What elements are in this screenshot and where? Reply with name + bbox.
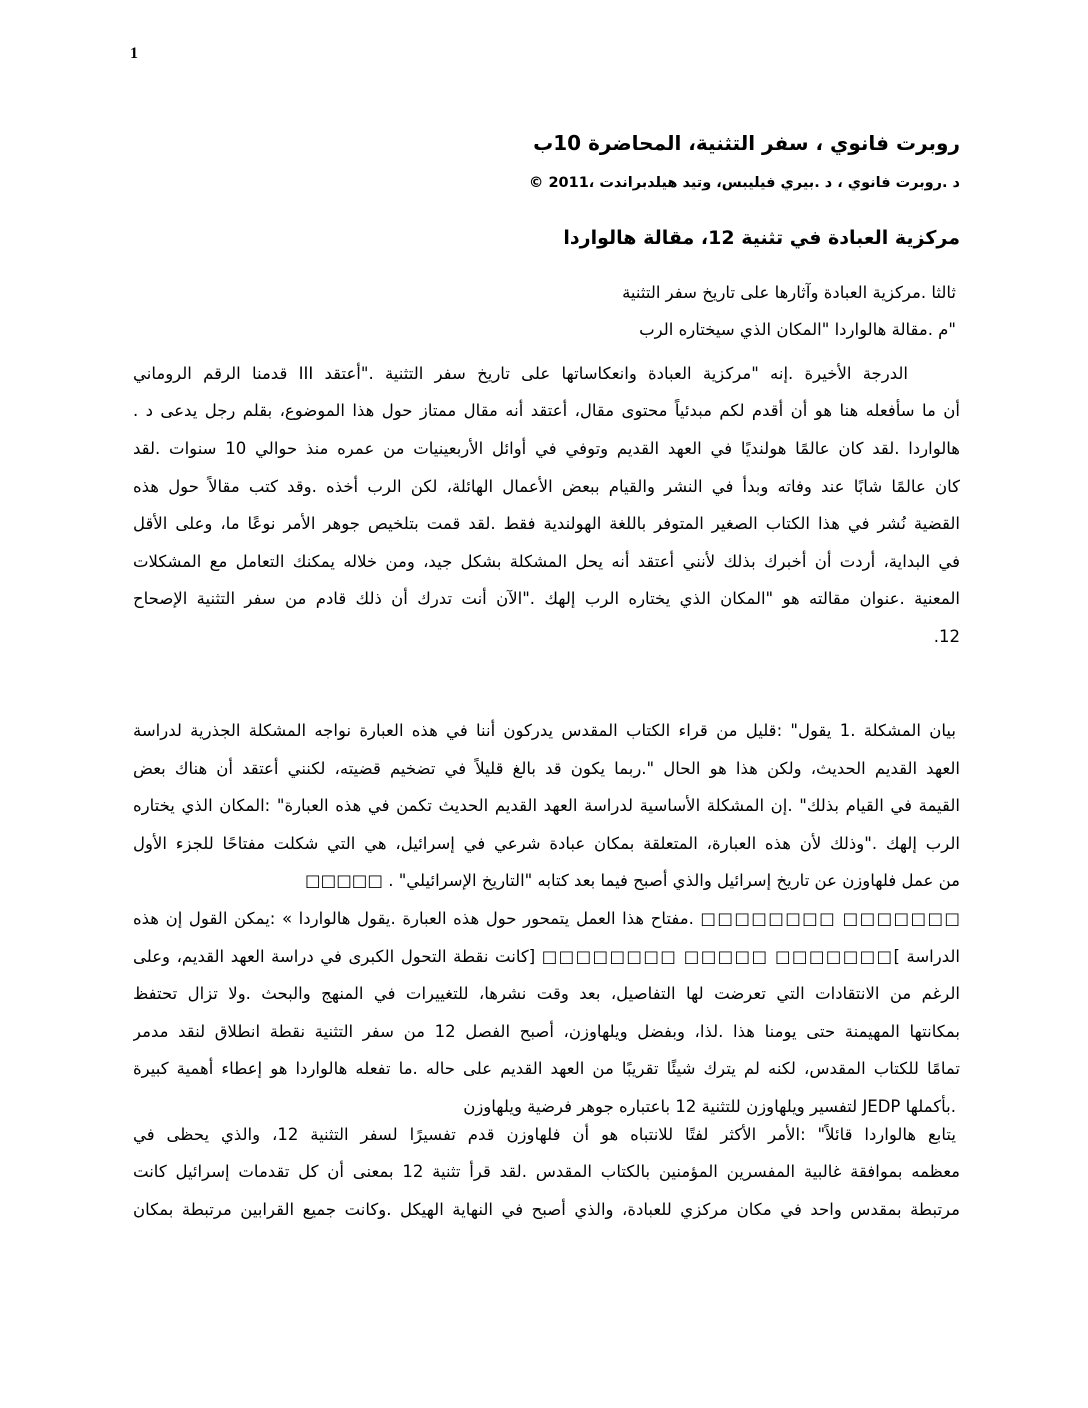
outline-item: ثالثا .مركزية العبادة وآثارها على تاريخ سفر التثنية xyxy=(622,283,956,302)
text-line: □□□□□□□ □□□□□□□□ .مفتاح هذا العمل يتمحور حول هذه العبارة .يقول هالواردا » :يمكن القول إن هذه xyxy=(133,909,960,928)
text-line: المعنية .عنوان مقالته هو "المكان الذي يختاره الرب إلهك ."الآن أنت تدرك أن ذلك قادم من سفر التثنية الإصحاح xyxy=(133,589,960,608)
text-line: مرتبطة بمقدس واحد في مكان مركزي للعبادة، والذي أصبح في النهاية الهيكل .وكانت جميع القرابين مرتبطة بمكان xyxy=(133,1200,960,1219)
outline-item: "م .مقالة هالواردا "المكان الذي سيختاره الرب xyxy=(639,320,956,339)
text-line: كان عالمًا شابًا عند وفاته وبدأ في النشر والقيام ببعض الأعمال الهائلة، لكن الرب أخذه .وقد كتب مقالاً حول هذه xyxy=(133,477,960,496)
text-line: القضية نُشر في هذا الكتاب الصغير المتوفر باللغة الهولندية فقط .لقد قمت بتلخيص جوهر الأمر نوعًا ما، وعلى الأقل xyxy=(133,514,960,533)
text-line: القيمة في القيام بذلك" .إن المشكلة الأساسية لدراسة العهد القديم الحديث تكمن في هذه العبارة" :المكان الذي يختاره xyxy=(133,796,960,815)
section-heading: مركزية العبادة في تثنية 12، مقالة هالواردا xyxy=(563,227,960,249)
page-number: 1 xyxy=(130,45,138,62)
text-line: بمكانتها المهيمنة حتى يومنا هذا .لذا، وبفضل ويلهاوزن، أصبح الفصل 12 من سفر التثنية نقطة انطلاق لنقد مدمر xyxy=(133,1022,960,1041)
text-line: العهد القديم الحديث، ولكن هذا هو الحال ".ربما يكون قد بالغ قليلاً في تضخيم قضيته، لكنني أعتقد أن هناك بعض xyxy=(133,759,960,778)
text-line: من عمل فلهاوزن عن تاريخ إسرائيل والذي أصبح فيما بعد كتابه "التاريخ الإسرائيلي" . □□□□□ xyxy=(305,871,960,890)
text-line: الدرجة الأخيرة .إنه "مركزية العبادة وانعكاساتها على تاريخ سفر التثنية ."أعتقد III قدمنا الرقم الروماني xyxy=(133,364,908,383)
text-line: يتابع هالواردا قائلاً" :الأمر الأكثر لفتًا للانتباه هو أن فلهاوزن قدم تفسيرًا لسفر التثنية 12، والذي يحظى في xyxy=(133,1125,956,1144)
text-line: تمامًا للكتاب المقدس، لكنه لم يترك شيئًا تقريبًا من العهد القديم على حاله .ما تفعله هالواردا هو إعطاء أهمية كبيرة xyxy=(133,1059,960,1078)
text-line: 12. xyxy=(933,627,960,646)
text-line: الرب إلهك ."وذلك لأن هذه العبارة، المتعلقة بمكان عبادة شرعي في إسرائيل، هي التي شكلت مفتاحًا للجزء الأول xyxy=(133,834,960,853)
text-line: الدراسة ]□□□□□□□ □□□□□ □□□□□□□□ [كانت نقطة التحول الكبرى في دراسة العهد القديم، وعلى xyxy=(133,947,960,966)
document-title: روبرت فانوي ، سفر التثنية، المحاضرة 10ب xyxy=(533,131,960,155)
text-line: هالواردا .لقد كان عالمًا هولنديًا في العهد القديم وتوفي في أوائل الأربعينيات من عمره منذ حوالي 10 سنوات .لقد xyxy=(133,439,960,458)
text-line: أن ما سأفعله هنا هو أن أقدم لكم مبدئياً محتوى مقال، أعتقد أنه مقال ممتاز حول هذا الموضوع، بقلم رجل يدعى د . xyxy=(133,401,960,420)
copyright-line: د .روبرت فانوي ، د .بيري فيليبس، وتيد هيلدبراندت ،2011 © xyxy=(528,175,960,191)
text-line: في البداية، أردت أن أخبرك بذلك لأنني أعتقد أنه يحل المشكلة بشكل جيد، ومن خلاله يمكنك التعامل مع المشكلات xyxy=(133,552,960,571)
text-line: الرغم من الانتقادات التي تعرضت لها التفاصيل، بعد وقت نشرها، للتغييرات في المنهج والبحث .ولا تزال تحتفظ xyxy=(133,984,960,1003)
text-line: معظمه بموافقة غالبية المفسرين المؤمنين بالكتاب المقدس .لقد قرأ تثنية 12 بمعنى أن كل تقدمات إسرائيل كانت xyxy=(133,1162,960,1181)
text-line: بيان المشكلة .1 يقول" :قليل من قراء الكتاب المقدس يدركون أننا في هذه العبارة نواجه المشكلة الجذرية لدراسة xyxy=(133,721,956,740)
text-line: .بأكملها JEDP لتفسير ويلهاوزن للتثنية 12 باعتباره جوهر فرضية ويلهاوزن xyxy=(463,1097,956,1116)
